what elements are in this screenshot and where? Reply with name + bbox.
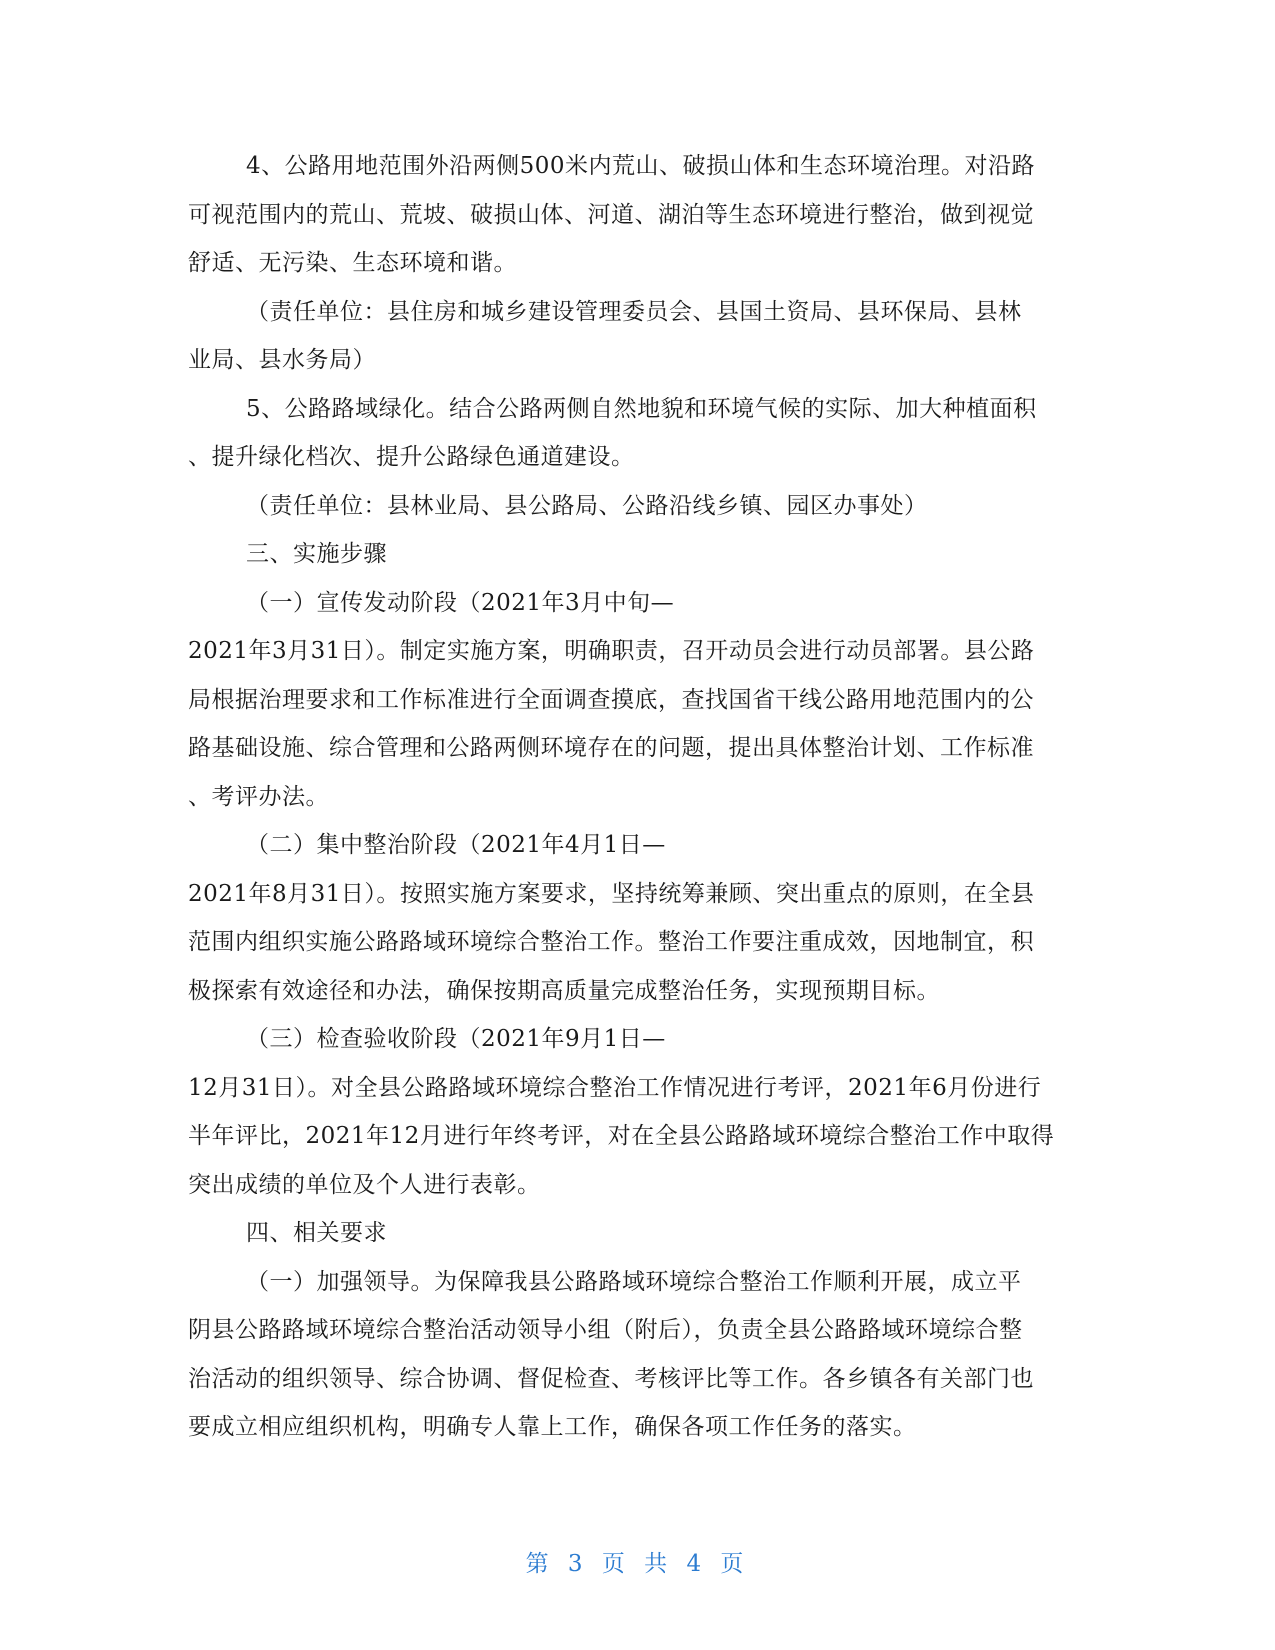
section-heading: 三、实施步骤 — [246, 541, 387, 567]
paragraph-line: 半年评比，2021年12月进行年终考评，对在全县公路路域环境综合整治工作中取得 — [188, 1123, 1055, 1149]
paragraph-line: 、考评办法。 — [188, 783, 329, 810]
subsection-heading: （三）检查验收阶段（2021年9月1日— — [246, 1026, 666, 1052]
paragraph-line: 治活动的组织领导、综合协调、督促检查、考核评比等工作。各乡镇各有关部门也 — [188, 1365, 1034, 1392]
section-heading: 四、相关要求 — [246, 1220, 387, 1246]
paragraph-line: 5、公路路域绿化。结合公路两侧自然地貌和环境气候的实际、加大种植面积 — [246, 395, 1037, 422]
paragraph-line: 12月31日）。对全县公路路域环境综合整治工作情况进行考评，2021年6月份进行 — [188, 1074, 1042, 1101]
document-body — [188, 142, 1088, 1452]
paragraph-line: 业局、县水务局） — [188, 347, 376, 373]
paragraph-line: 2021年8月31日）。按照实施方案要求，坚持统筹兼顾、突出重点的原则，在全县 — [188, 880, 1035, 907]
subsection-heading: （一）宣传发动阶段（2021年3月中旬— — [246, 589, 675, 616]
paragraph-line: 、提升绿化档次、提升公路绿色通道建设。 — [188, 444, 635, 470]
page-number-footer: 第 3 页 共 4 页 — [525, 1551, 750, 1577]
paragraph-line: 极探索有效途径和办法，确保按期高质量完成整治任务，实现预期目标。 — [188, 977, 940, 1004]
paragraph-line: 2021年3月31日）。制定实施方案，明确职责，召开动员会进行动员部署。县公路 — [188, 638, 1035, 664]
paragraph-line: 舒适、无污染、生态环境和谐。 — [188, 250, 517, 276]
paragraph-line: 阴县公路路域环境综合整治活动领导小组（附后），负责全县公路路域环境综合整 — [188, 1317, 1023, 1343]
paragraph-line: 局根据治理要求和工作标准进行全面调查摸底，查找国省干线公路用地范围内的公 — [188, 686, 1034, 713]
paragraph-line: 可视范围内的荒山、荒坡、破损山体、河道、湖泊等生态环境进行整治，做到视觉 — [188, 201, 1034, 228]
paragraph-line: （责任单位：县住房和城乡建设管理委员会、县国土资局、县环保局、县林 — [246, 298, 1022, 325]
paragraph-line: （责任单位：县林业局、县公路局、公路沿线乡镇、园区办事处） — [246, 492, 928, 519]
subsection-heading: （二）集中整治阶段（2021年4月1日— — [246, 832, 666, 858]
paragraph-line: 4、公路用地范围外沿两侧500米内荒山、破损山体和生态环境治理。对沿路 — [246, 153, 1036, 179]
paragraph-line: 路基础设施、综合管理和公路两侧环境存在的问题，提出具体整治计划、工作标准 — [188, 735, 1034, 761]
paragraph-line: 要成立相应组织机构，明确专人靠上工作，确保各项工作任务的落实。 — [188, 1414, 917, 1440]
paragraph-line: 范围内组织实施公路路域环境综合整治工作。整治工作要注重成效，因地制宜，积 — [188, 929, 1034, 955]
paragraph-line: （一）加强领导。为保障我县公路路域环境综合整治工作顺利开展，成立平 — [246, 1268, 1022, 1295]
paragraph-line: 突出成绩的单位及个人进行表彰。 — [188, 1171, 541, 1198]
